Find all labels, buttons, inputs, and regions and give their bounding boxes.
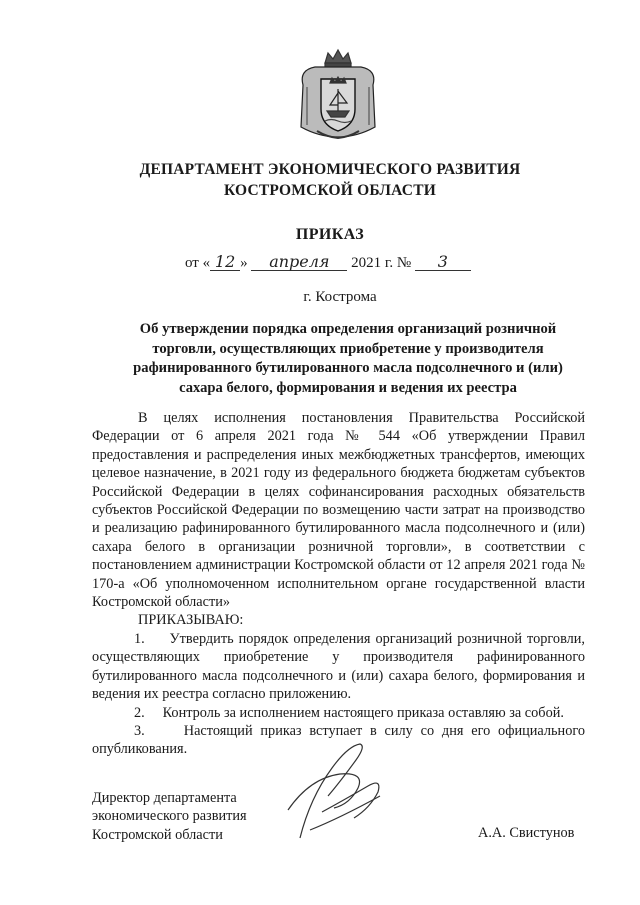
- order-month-handwritten: апреля: [251, 254, 347, 271]
- signer-name: А.А. Свистунов: [478, 825, 575, 841]
- department-name-line1: ДЕПАРТАМЕНТ ЭКОНОМИЧЕСКОГО РАЗВИТИЯ: [139, 161, 521, 178]
- order-item-3: 3. Настоящий приказ вступает в силу со дня его официального опубликования.: [92, 722, 589, 758]
- coat-of-arms-emblem: [297, 45, 379, 140]
- order-title: ПРИКАЗ: [295, 226, 365, 243]
- order-year-text: 2021 г. №: [351, 255, 412, 271]
- city-line: г. Кострома: [303, 289, 377, 305]
- order-date-mid: »: [240, 255, 248, 271]
- orders-word: ПРИКАЗЫВАЮ:: [138, 612, 244, 629]
- handwritten-signature: [270, 738, 400, 848]
- order-number-handwritten: 3: [415, 254, 471, 271]
- subject-line: сахара белого, формирования и ведения их реестра: [179, 379, 517, 396]
- order-date-prefix: от «: [185, 255, 211, 271]
- position-line: Костромской области: [92, 826, 223, 843]
- order-subject: [98, 320, 598, 398]
- position-line: экономического развития: [92, 808, 247, 825]
- order-item-1: 1. Утвердить порядок определения организаций розничной торговли, осуществляющих приобретение у производителя рафинированного бутилированного масла подсолнечного и (или) сахара белого, формирования и ведения их реестра согласно приложению.: [92, 630, 589, 703]
- order-day-handwritten: 12: [210, 254, 240, 271]
- subject-line: рафинированного бутилированного масла подсолнечного и (или): [133, 360, 563, 376]
- signer-position: [92, 789, 247, 844]
- position-line: Директор департамента: [92, 790, 237, 806]
- department-name-line2: КОСТРОМСКОЙ ОБЛАСТИ: [223, 182, 436, 199]
- subject-line: торговли, осуществляющих приобретение у производителя: [152, 340, 544, 357]
- preamble-paragraph: В целях исполнения постановления Правительства Российской Федерации от 6 апреля 2021 года № 544 «Об утверждении Правил предоставления и распределения иных межбюджетных трансфертов, имеющих целевое назначение, в 2021 году из федерального бюджета бюджетам субъектов Российской Федерации в целях софинансирования расходных обязательств субъектов Российской Федерации по возмещению части затрат на производство и реализацию рафинированного бутилированного масла подсолнечного и (или) сахара белого в организации розничной торговли», в соответствии с постановлением администрации Костромской области от 12 апреля 2021 года № 170-а «Об уполномоченном исполнительном органе государственной власти Костромской области»: [92, 410, 585, 611]
- subject-line: Об утверждении порядка определения организаций розничной: [139, 321, 557, 337]
- order-date-line: [185, 254, 471, 272]
- order-item-2: 2. Контроль за исполнением настоящего приказа оставляю за собой.: [134, 704, 564, 721]
- order-body: [92, 409, 589, 759]
